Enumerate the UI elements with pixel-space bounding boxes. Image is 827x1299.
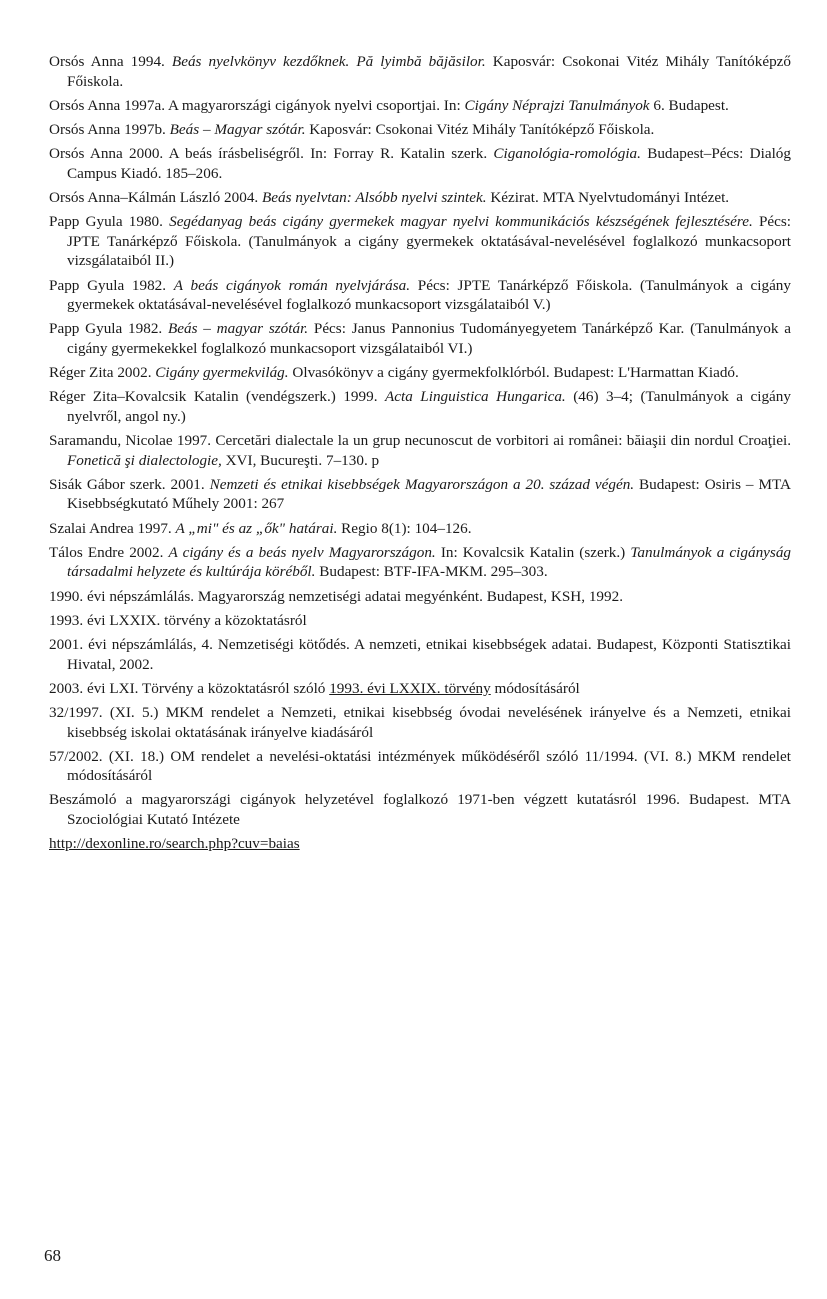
reference-text: XVI, Bucureşti. 7–130. p bbox=[221, 451, 380, 469]
reference-text: Réger Zita 2002. bbox=[49, 364, 156, 382]
reference-text: In: Kovalcsik Katalin (szerk.) bbox=[435, 543, 631, 561]
reference-text: Orsós Anna 1994. bbox=[49, 53, 172, 70]
reference-entry bbox=[49, 363, 791, 383]
reference-title: Fonetică şi dialectologie, bbox=[67, 451, 222, 469]
reference-title: Cigány Néprajzi Tanulmányok bbox=[464, 96, 650, 114]
reference-text: Orsós Anna 2000. A beás írásbeliségről. In: Forray R. Katalin szerk. bbox=[49, 145, 494, 163]
reference-title: A beás cigányok román nyelvjárása. bbox=[173, 276, 411, 294]
reference-entry bbox=[49, 703, 791, 742]
reference-text: 32/1997. (XI. 5.) MKM rendelet a Nemzeti, etnikai kisebbség óvodai nevelésének irányelve és a Nemzeti, etnikai kisebbség iskolai oktatásának irányelve kiadásáról bbox=[49, 703, 791, 741]
reference-entry bbox=[49, 431, 791, 470]
reference-text: Orsós Anna–Kálmán László 2004. bbox=[49, 188, 263, 206]
reference-text: Beszámoló a magyarországi cigányok helyzetével foglalkozó 1971-ben végzett kutatásról 1996. Budapest. MTA Szociológiai Kutató Intézete bbox=[49, 791, 791, 829]
reference-title: Beás – Magyar szótár. bbox=[169, 120, 306, 138]
reference-text: 1990. évi népszámlálás. Magyarország nemzetiségi adatai megyénként. Budapest, KSH, 1992. bbox=[49, 587, 624, 605]
reference-entry bbox=[49, 611, 791, 631]
reference-entry bbox=[49, 276, 791, 315]
reference-title: Beás – magyar szótár. bbox=[168, 320, 309, 338]
reference-entry bbox=[49, 475, 791, 514]
reference-text: Réger Zita–Kovalcsik Katalin (vendégszerk.) 1999. bbox=[49, 388, 385, 406]
reference-entry bbox=[49, 543, 791, 582]
reference-text: Olvasókönyv a cigány gyermekfolklórból. Budapest: L'Harmattan Kiadó. bbox=[288, 364, 739, 382]
reference-entry bbox=[49, 52, 791, 91]
reference-entry bbox=[49, 587, 791, 607]
reference-text: módosításáról bbox=[490, 679, 580, 697]
reference-title: Cigány gyermekvilág. bbox=[155, 364, 289, 382]
reference-entry bbox=[49, 188, 791, 208]
page-number: 68 bbox=[44, 1246, 61, 1265]
reference-entry bbox=[49, 96, 791, 116]
reference-title: Tanulmányok a cigányság társadalmi helyzete és kultúrája köréből. bbox=[67, 543, 792, 581]
reference-title: Ciganológia-romológia. bbox=[493, 145, 641, 163]
reference-title: Beás nyelvkönyv kezdőknek. Pă lyimbă băjăsilor. bbox=[171, 53, 486, 70]
reference-entry bbox=[49, 387, 791, 426]
reference-text: Kézirat. MTA Nyelvtudományi Intézet. bbox=[486, 188, 730, 206]
reference-text: Kaposvár: Csokonai Vitéz Mihály Tanítóképző Főiskola. bbox=[305, 120, 655, 138]
reference-list bbox=[49, 52, 791, 858]
reference-entry bbox=[49, 319, 791, 358]
reference-title: A „mi" és az „ők" határai. bbox=[175, 519, 338, 537]
reference-text: 6. Budapest. bbox=[649, 96, 729, 114]
reference-text: Papp Gyula 1980. bbox=[49, 213, 170, 231]
reference-entry bbox=[49, 679, 791, 699]
reference-title: Segédanyag beás cigány gyermekek magyar nyelvi kommunikációs készségének fejlesztésére. bbox=[169, 213, 753, 231]
reference-link[interactable]: http://dexonline.ro/search.php?cuv=baias bbox=[49, 835, 300, 853]
reference-text: Pécs: Janus Pannonius Tudományegyetem Tanárképző Kar. (Tanulmányok a cigány gyermekekkel foglalkozó munkacsoport vizsgálataiból VI.) bbox=[67, 320, 791, 357]
reference-entry bbox=[49, 144, 791, 183]
reference-text: Orsós Anna 1997a. A magyarországi cigányok nyelvi csoportjai. In: bbox=[49, 96, 465, 114]
reference-title: Acta Linguistica Hungarica. bbox=[384, 388, 566, 406]
reference-text: 2003. évi LXI. Törvény a közoktatásról szóló bbox=[49, 679, 330, 697]
reference-text: Budapest–Pécs: Dialóg Campus Kiadó. 185–206. bbox=[67, 145, 791, 182]
reference-entry bbox=[49, 212, 791, 271]
reference-entry bbox=[49, 834, 791, 854]
reference-text: 2001. évi népszámlálás, 4. Nemzetiségi kötődés. A nemzeti, etnikai kisebbségek adatai. Budapest, Központi Statisztikai Hivatal, 2002. bbox=[49, 635, 791, 673]
reference-text: 57/2002. (XI. 18.) OM rendelet a nevelési-oktatási intézmények működéséről szóló 11/1994. (VI. 8.) MKM rendelet módosításáról bbox=[49, 747, 791, 785]
reference-text: Budapest: Osiris – MTA Kisebbségkutató Műhely 2001: 267 bbox=[67, 475, 791, 513]
reference-title: Beás nyelvtan: Alsóbb nyelvi szintek. bbox=[262, 188, 487, 206]
reference-text: Budapest: BTF-IFA-MKM. 295–303. bbox=[315, 563, 548, 581]
reference-text: Szalai Andrea 1997. bbox=[49, 519, 176, 537]
reference-entry bbox=[49, 519, 791, 539]
reference-entry bbox=[49, 635, 791, 674]
reference-entry bbox=[49, 790, 791, 829]
reference-text: Pécs: JPTE Tanárképző Főiskola. (Tanulmányok a cigány gyermekek oktatásával-nevelésével foglalkozó munkacsoport vizsgálataiból V.) bbox=[67, 276, 791, 314]
reference-text: Regio 8(1): 104–126. bbox=[337, 519, 472, 537]
reference-text: (46) 3–4; (Tanulmányok a cigány nyelvről, angol ny.) bbox=[67, 388, 791, 425]
reference-text: Orsós Anna 1997b. bbox=[49, 120, 170, 138]
reference-text: Sisák Gábor szerk. 2001. bbox=[49, 475, 210, 493]
reference-text: Pécs: JPTE Tanárképző Főiskola. (Tanulmányok a cigány gyermekek oktatásával-nevelésével foglalkozó munkacsoport vizsgálataiból II.) bbox=[67, 213, 791, 270]
reference-title: A cigány és a beás nyelv Magyarországon. bbox=[168, 543, 436, 561]
reference-text: 1993. évi LXXIX. törvény a közoktatásról bbox=[49, 611, 307, 629]
reference-entry bbox=[49, 120, 791, 140]
reference-text: Tálos Endre 2002. bbox=[49, 543, 169, 561]
reference-title: Nemzeti és etnikai kisebbségek Magyarországon a 20. század végén. bbox=[209, 475, 635, 493]
reference-text: Saramandu, Nicolae 1997. Cercetări dialectale la un grup necunoscut de vorbitori ai românei: băiaşii din nordul Croaţiei. bbox=[49, 432, 791, 450]
reference-text: Kaposvár: Csokonai Vitéz Mihály Tanítóképző Főiskola. bbox=[67, 53, 791, 90]
reference-link[interactable]: 1993. évi LXXIX. törvény bbox=[329, 679, 491, 697]
reference-text: Papp Gyula 1982. bbox=[49, 276, 174, 294]
reference-text: Papp Gyula 1982. bbox=[49, 320, 168, 338]
reference-entry bbox=[49, 747, 791, 786]
